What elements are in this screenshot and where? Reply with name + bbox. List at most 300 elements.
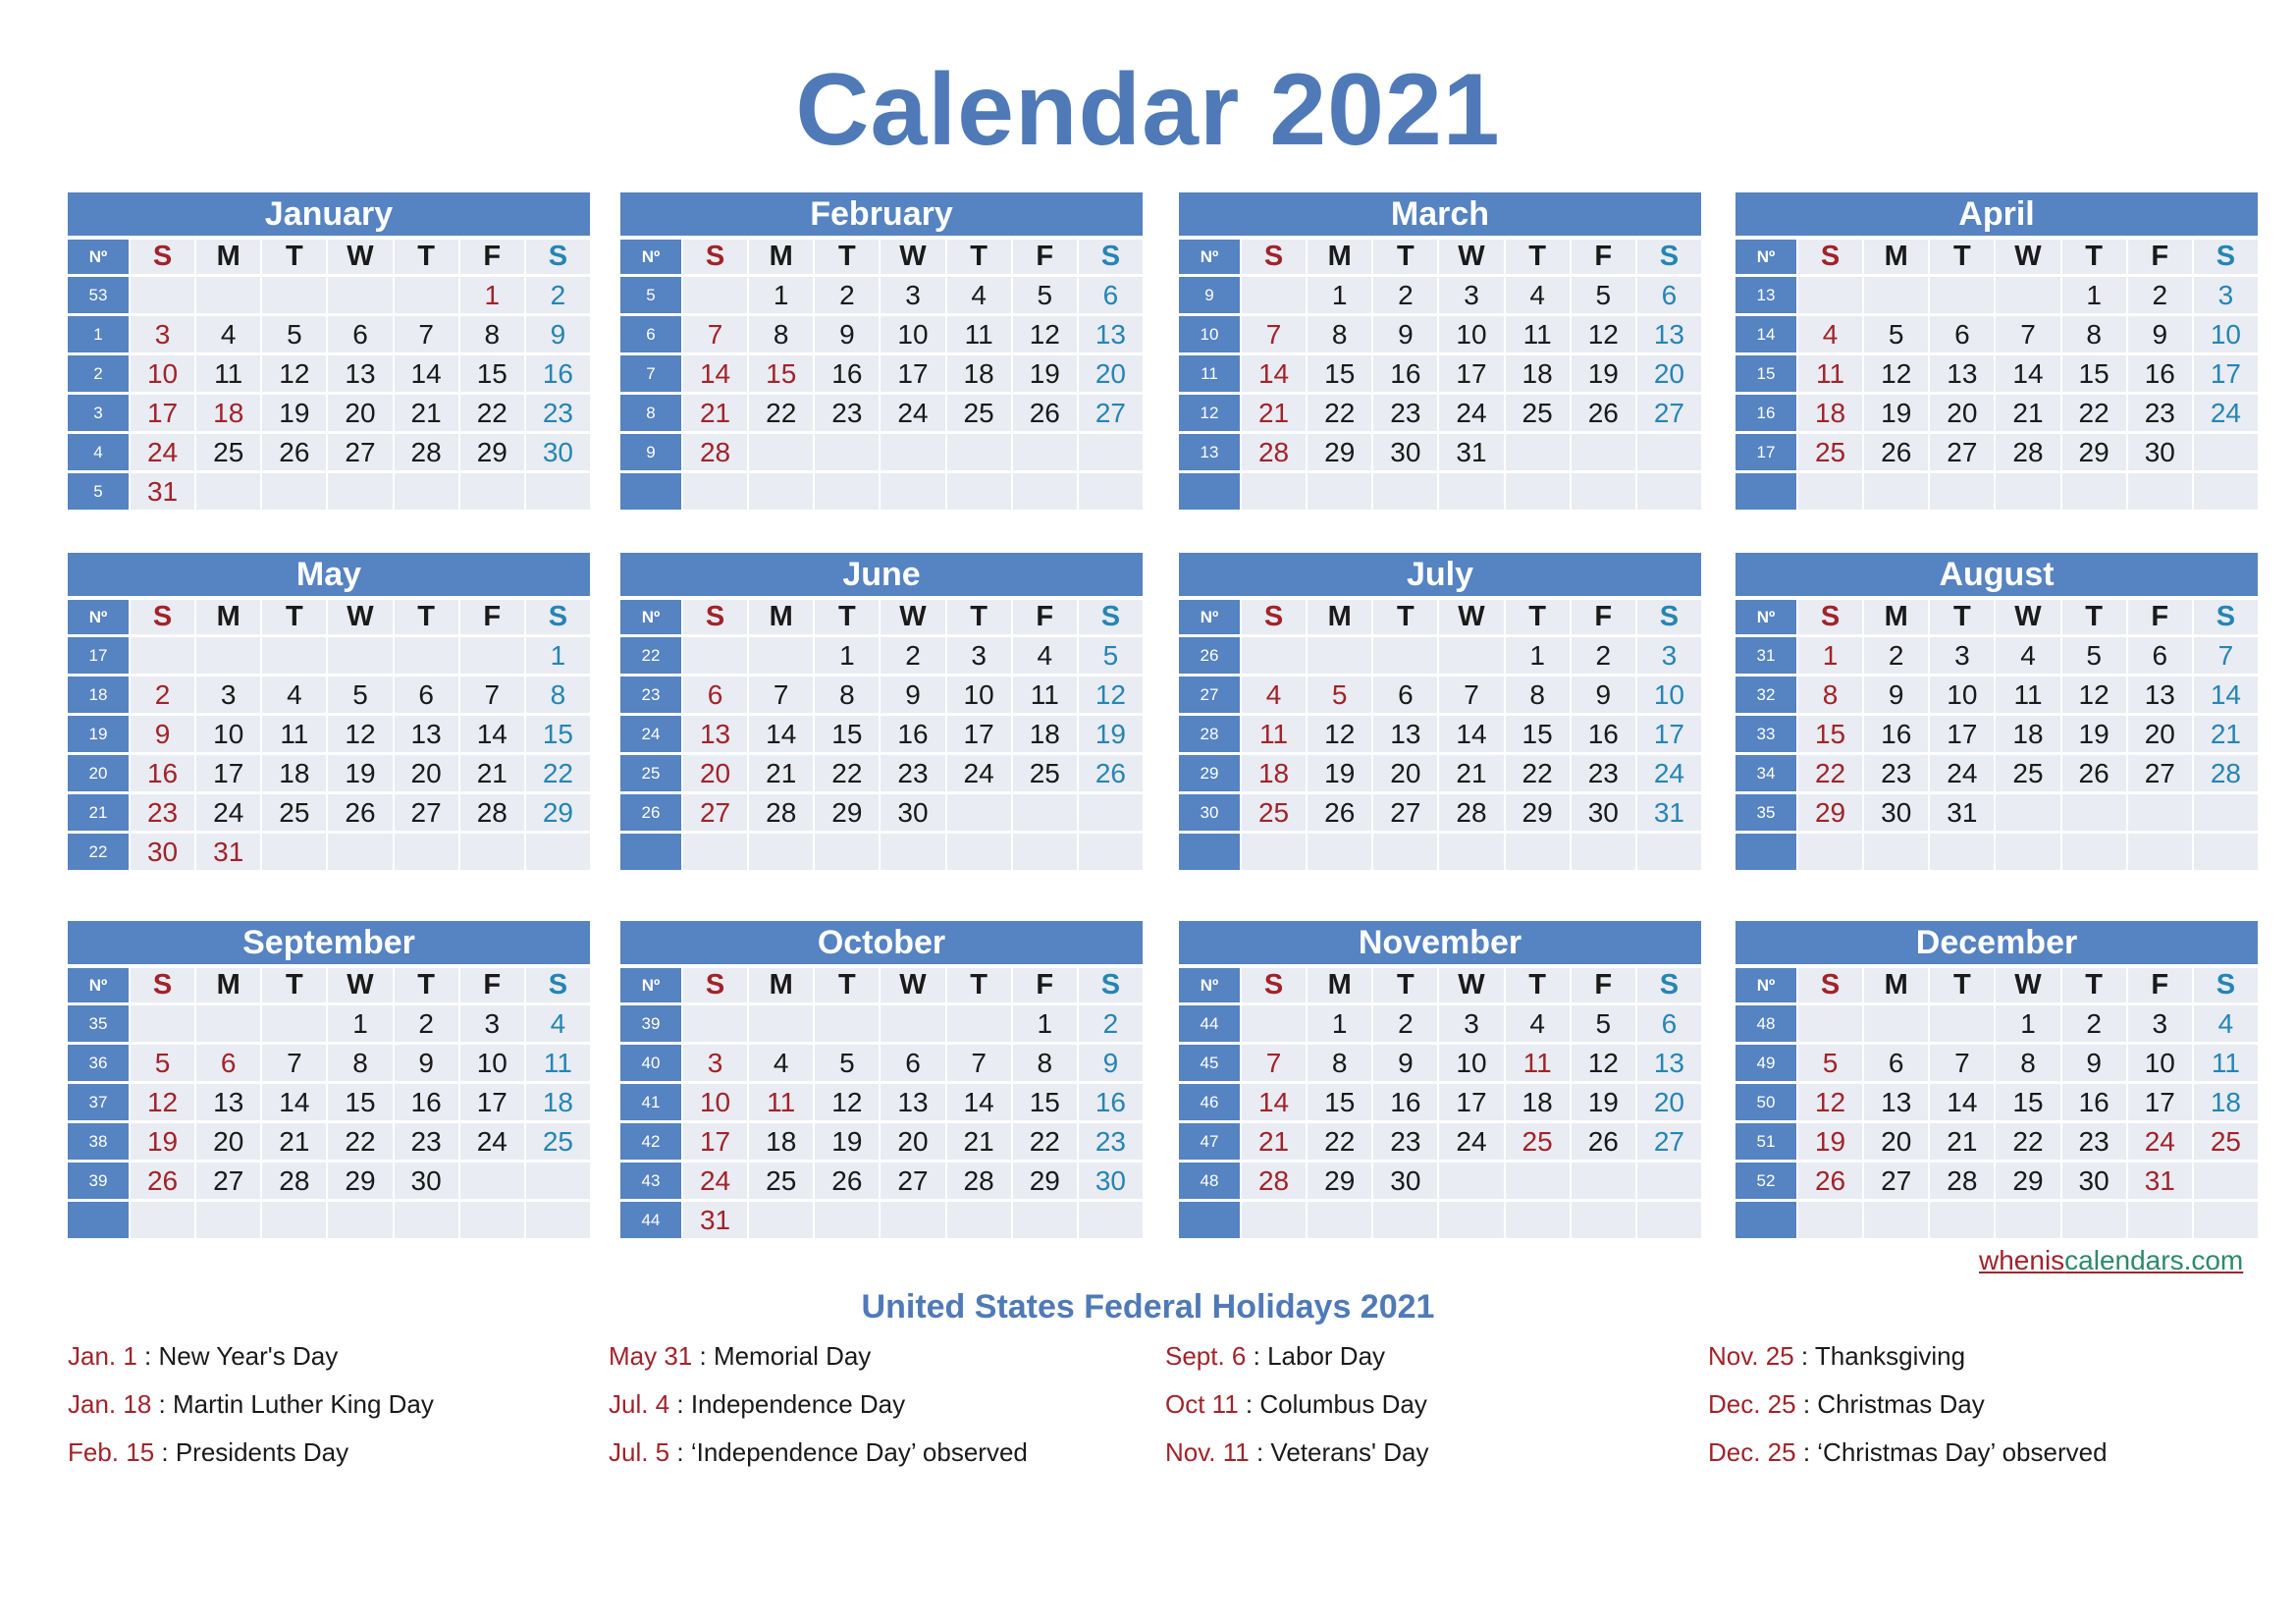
day-cell: 29: [815, 794, 879, 834]
weekday-header: T: [815, 240, 879, 277]
weekday-header: S: [1079, 240, 1143, 277]
day-cell: 28: [460, 794, 524, 834]
day-cell: 7: [749, 677, 813, 716]
day-cell: 15: [749, 355, 813, 395]
day-cell: 12: [1079, 677, 1143, 716]
weekday-header: T: [1930, 968, 1994, 1005]
month-name: September: [68, 921, 590, 968]
weekday-header: M: [196, 240, 260, 277]
week-number: 30: [1179, 794, 1240, 834]
day-cell: 18: [1506, 1084, 1570, 1123]
week-number: 28: [1179, 716, 1240, 755]
empty-day-cell: [1242, 473, 1306, 513]
day-cell: 12: [1864, 355, 1928, 395]
day-cell: 25: [1506, 395, 1570, 434]
day-cell: 23: [1079, 1123, 1143, 1163]
day-cell: 16: [815, 355, 879, 395]
day-cell: 17: [683, 1123, 747, 1163]
month-january: [68, 192, 590, 513]
holiday-date: Nov. 25: [1708, 1341, 1794, 1371]
day-cell: 29: [460, 434, 524, 473]
week-number-header: Nº: [1179, 240, 1240, 277]
holiday-date: Jul. 4: [609, 1389, 670, 1419]
day-cell: 10: [947, 677, 1011, 716]
empty-day-cell: [2128, 1202, 2192, 1241]
day-cell: 3: [881, 277, 944, 316]
day-cell: 26: [1079, 755, 1143, 794]
day-cell: 10: [1439, 316, 1503, 355]
week-number-header: Nº: [620, 240, 681, 277]
empty-day-cell: [815, 473, 879, 513]
day-cell: 13: [683, 716, 747, 755]
day-cell: 6: [196, 1045, 260, 1084]
day-cell: 1: [328, 1005, 392, 1045]
day-cell: 7: [947, 1045, 1011, 1084]
month-june: [620, 553, 1143, 873]
month-name: August: [1735, 553, 2258, 600]
week-number: 21: [68, 794, 129, 834]
day-cell: 15: [328, 1084, 392, 1123]
day-cell: 9: [881, 677, 944, 716]
holiday-date: Sept. 6: [1165, 1341, 1247, 1371]
holiday-column: [68, 1341, 434, 1486]
day-cell: 15: [1996, 1084, 2059, 1123]
empty-day-cell: [1013, 834, 1077, 873]
day-cell: 22: [460, 395, 524, 434]
weekday-header: F: [460, 968, 524, 1005]
day-cell: 26: [1864, 434, 1928, 473]
empty-day-cell: [881, 434, 944, 473]
day-cell: 6: [881, 1045, 944, 1084]
weekday-header: S: [1798, 600, 1862, 637]
day-cell: 18: [1242, 755, 1306, 794]
weekday-header: F: [2128, 600, 2192, 637]
weekday-header: T: [947, 968, 1011, 1005]
day-cell: 27: [1930, 434, 1994, 473]
day-cell: 9: [131, 716, 194, 755]
week-number: 45: [1179, 1045, 1240, 1084]
day-cell: 7: [1242, 316, 1306, 355]
week-number: 44: [620, 1202, 681, 1241]
day-cell: 14: [1930, 1084, 1994, 1123]
day-cell: 24: [1637, 755, 1701, 794]
day-cell: 27: [1637, 1123, 1701, 1163]
weekday-header: M: [749, 600, 813, 637]
day-cell: 6: [328, 316, 392, 355]
weekday-header: W: [1996, 968, 2059, 1005]
day-cell: 21: [1930, 1123, 1994, 1163]
week-number: 33: [1735, 716, 1796, 755]
day-cell: 7: [1242, 1045, 1306, 1084]
empty-day-cell: [749, 1005, 813, 1045]
day-cell: 23: [2062, 1123, 2126, 1163]
day-cell: 21: [749, 755, 813, 794]
empty-day-cell: [1439, 1202, 1503, 1241]
weekday-header: S: [1079, 600, 1143, 637]
empty-day-cell: [2062, 1202, 2126, 1241]
day-cell: 14: [262, 1084, 326, 1123]
empty-day-cell: [749, 834, 813, 873]
week-number-header: Nº: [68, 968, 129, 1005]
day-cell: 17: [460, 1084, 524, 1123]
day-cell: 28: [1930, 1163, 1994, 1202]
day-cell: 19: [1308, 755, 1371, 794]
day-cell: 13: [395, 716, 458, 755]
day-cell: 12: [2062, 677, 2126, 716]
day-cell: 28: [1242, 434, 1306, 473]
day-cell: 2: [1572, 637, 1635, 677]
weekday-header: T: [1506, 600, 1570, 637]
empty-day-cell: [1439, 637, 1503, 677]
weekday-header: S: [131, 240, 194, 277]
day-cell: 19: [262, 395, 326, 434]
holiday-date: Dec. 25: [1708, 1437, 1796, 1467]
empty-day-cell: [1013, 473, 1077, 513]
week-number: 26: [1179, 637, 1240, 677]
day-cell: 8: [1506, 677, 1570, 716]
day-cell: 24: [1930, 755, 1994, 794]
empty-day-cell: [328, 637, 392, 677]
empty-day-cell: [2194, 1163, 2258, 1202]
holiday-name: ‘Christmas Day’ observed: [1817, 1437, 2108, 1467]
day-cell: 24: [460, 1123, 524, 1163]
weekday-header: F: [1572, 968, 1635, 1005]
week-number-header: Nº: [1179, 968, 1240, 1005]
holiday-date: Dec. 25: [1708, 1389, 1796, 1419]
day-cell: 16: [1079, 1084, 1143, 1123]
day-cell: 13: [1637, 1045, 1701, 1084]
weekday-header: T: [947, 240, 1011, 277]
empty-day-cell: [131, 1005, 194, 1045]
day-cell: 20: [1637, 355, 1701, 395]
day-cell: 5: [262, 316, 326, 355]
empty-day-cell: [1013, 434, 1077, 473]
day-cell: 12: [262, 355, 326, 395]
day-cell: 14: [683, 355, 747, 395]
day-cell: 8: [1996, 1045, 2059, 1084]
empty-day-cell: [683, 834, 747, 873]
website-link-part2[interactable]: calendars.com: [2064, 1245, 2244, 1275]
holiday-item: Feb. 15 : Presidents Day: [68, 1437, 349, 1467]
weekday-header: T: [1373, 240, 1437, 277]
day-cell: 26: [1798, 1163, 1862, 1202]
month-name: February: [620, 192, 1143, 240]
day-cell: 8: [749, 316, 813, 355]
day-cell: 17: [1930, 716, 1994, 755]
day-cell: 20: [395, 755, 458, 794]
empty-day-cell: [131, 277, 194, 316]
weekday-header: F: [2128, 968, 2192, 1005]
weekday-header: M: [1864, 968, 1928, 1005]
empty-day-cell: [196, 277, 260, 316]
website-link-part1[interactable]: whenis: [1979, 1245, 2065, 1275]
empty-day-cell: [683, 1005, 747, 1045]
empty-day-cell: [815, 1005, 879, 1045]
day-cell: 2: [395, 1005, 458, 1045]
day-cell: 30: [526, 434, 590, 473]
day-cell: 15: [1308, 355, 1371, 395]
weekday-header: S: [1242, 968, 1306, 1005]
day-cell: 26: [1572, 395, 1635, 434]
weekday-header: W: [328, 600, 392, 637]
day-cell: 30: [395, 1163, 458, 1202]
day-cell: 7: [1996, 316, 2059, 355]
empty-day-cell: [881, 1202, 944, 1241]
day-cell: 3: [683, 1045, 747, 1084]
day-cell: 4: [749, 1045, 813, 1084]
weekday-header: F: [1013, 240, 1077, 277]
week-number: 4: [68, 434, 129, 473]
empty-day-cell: [1506, 434, 1570, 473]
day-cell: 1: [1506, 637, 1570, 677]
empty-day-cell: [262, 1005, 326, 1045]
day-cell: 13: [1079, 316, 1143, 355]
day-cell: 3: [1930, 637, 1994, 677]
empty-day-cell: [262, 1202, 326, 1241]
month-name: July: [1179, 553, 1701, 600]
weekday-header: W: [881, 968, 944, 1005]
day-cell: 25: [947, 395, 1011, 434]
day-cell: 8: [526, 677, 590, 716]
day-cell: 2: [2128, 277, 2192, 316]
day-cell: 11: [1996, 677, 2059, 716]
day-cell: 15: [460, 355, 524, 395]
day-cell: 15: [1308, 1084, 1371, 1123]
empty-day-cell: [947, 434, 1011, 473]
day-cell: 27: [1373, 794, 1437, 834]
holiday-item: Nov. 11 : Veterans' Day: [1165, 1437, 1429, 1467]
day-cell: 9: [1079, 1045, 1143, 1084]
weekday-header: S: [526, 600, 590, 637]
weekday-header: T: [815, 968, 879, 1005]
day-cell: 9: [2062, 1045, 2126, 1084]
week-number: 53: [68, 277, 129, 316]
empty-day-cell: [1308, 1202, 1371, 1241]
day-cell: 26: [1013, 395, 1077, 434]
day-cell: 31: [2128, 1163, 2192, 1202]
day-cell: 29: [1013, 1163, 1077, 1202]
week-number: 17: [1735, 434, 1796, 473]
day-cell: 2: [1864, 637, 1928, 677]
empty-day-cell: [683, 473, 747, 513]
day-cell: 5: [1079, 637, 1143, 677]
empty-day-cell: [460, 1163, 524, 1202]
day-cell: 18: [1996, 716, 2059, 755]
day-cell: 16: [2062, 1084, 2126, 1123]
day-cell: 22: [749, 395, 813, 434]
holiday-column: [1708, 1341, 2108, 1486]
empty-day-cell: [1637, 473, 1701, 513]
week-number: [1179, 834, 1240, 873]
day-cell: 21: [1242, 395, 1306, 434]
empty-day-cell: [1930, 277, 1994, 316]
empty-day-cell: [1439, 473, 1503, 513]
day-cell: 28: [1242, 1163, 1306, 1202]
weekday-header: M: [196, 600, 260, 637]
week-number: 18: [68, 677, 129, 716]
day-cell: 29: [1996, 1163, 2059, 1202]
day-cell: 4: [1996, 637, 2059, 677]
week-number: [620, 473, 681, 513]
day-cell: 3: [1637, 637, 1701, 677]
day-cell: 19: [131, 1123, 194, 1163]
week-number: 22: [620, 637, 681, 677]
weekday-header: M: [749, 968, 813, 1005]
day-cell: 3: [1439, 1005, 1503, 1045]
day-cell: 8: [1308, 1045, 1371, 1084]
weekday-header: W: [1439, 600, 1503, 637]
empty-day-cell: [328, 473, 392, 513]
day-cell: 22: [815, 755, 879, 794]
day-cell: 30: [1864, 794, 1928, 834]
empty-day-cell: [1242, 1202, 1306, 1241]
day-cell: 23: [881, 755, 944, 794]
day-cell: 25: [2194, 1123, 2258, 1163]
day-cell: 8: [1013, 1045, 1077, 1084]
month-august: [1735, 553, 2258, 873]
weekday-header: W: [1996, 240, 2059, 277]
empty-day-cell: [2062, 473, 2126, 513]
day-cell: 12: [328, 716, 392, 755]
day-cell: 11: [2194, 1045, 2258, 1084]
day-cell: 20: [881, 1123, 944, 1163]
day-cell: 4: [1242, 677, 1306, 716]
day-cell: 8: [460, 316, 524, 355]
weekday-header: M: [749, 240, 813, 277]
day-cell: 17: [2194, 355, 2258, 395]
day-cell: 20: [1373, 755, 1437, 794]
day-cell: 11: [1798, 355, 1862, 395]
day-cell: 5: [1013, 277, 1077, 316]
empty-day-cell: [460, 637, 524, 677]
day-cell: 10: [1930, 677, 1994, 716]
day-cell: 9: [1572, 677, 1635, 716]
day-cell: 10: [683, 1084, 747, 1123]
day-cell: 21: [460, 755, 524, 794]
holiday-name: New Year's Day: [158, 1341, 339, 1371]
weekday-header: W: [328, 968, 392, 1005]
week-number-header: Nº: [1179, 600, 1240, 637]
week-number: 35: [1735, 794, 1796, 834]
day-cell: 18: [1506, 355, 1570, 395]
day-cell: 8: [1798, 677, 1862, 716]
day-cell: 21: [947, 1123, 1011, 1163]
week-number: 15: [1735, 355, 1796, 395]
weekday-header: S: [1637, 600, 1701, 637]
day-cell: 8: [328, 1045, 392, 1084]
website-link[interactable]: [1979, 1245, 2243, 1276]
week-number-header: Nº: [1735, 968, 1796, 1005]
day-cell: 10: [2194, 316, 2258, 355]
holiday-date: Nov. 11: [1165, 1437, 1250, 1467]
empty-day-cell: [196, 473, 260, 513]
day-cell: 20: [683, 755, 747, 794]
empty-day-cell: [395, 473, 458, 513]
day-cell: 27: [328, 434, 392, 473]
week-number-header: Nº: [620, 600, 681, 637]
holiday-item: Jan. 1 : New Year's Day: [68, 1341, 339, 1371]
empty-day-cell: [1864, 473, 1928, 513]
weekday-header: F: [460, 600, 524, 637]
day-cell: 12: [1013, 316, 1077, 355]
day-cell: 30: [1572, 794, 1635, 834]
day-cell: 13: [1930, 355, 1994, 395]
week-number: 38: [68, 1123, 129, 1163]
week-number: [620, 834, 681, 873]
day-cell: 29: [2062, 434, 2126, 473]
week-number: 20: [68, 755, 129, 794]
day-cell: 28: [2194, 755, 2258, 794]
empty-day-cell: [1996, 1202, 2059, 1241]
day-cell: 14: [1242, 1084, 1306, 1123]
holiday-item: May 31 : Memorial Day: [609, 1341, 872, 1371]
empty-day-cell: [526, 834, 590, 873]
month-name: October: [620, 921, 1143, 968]
day-cell: 5: [1864, 316, 1928, 355]
week-number-header: Nº: [1735, 600, 1796, 637]
day-cell: 30: [2128, 434, 2192, 473]
day-cell: 5: [328, 677, 392, 716]
day-cell: 1: [1308, 1005, 1371, 1045]
weekday-header: T: [2062, 968, 2126, 1005]
day-cell: 27: [881, 1163, 944, 1202]
holiday-date: Jan. 1: [68, 1341, 137, 1371]
day-cell: 20: [328, 395, 392, 434]
day-cell: 23: [526, 395, 590, 434]
day-cell: 15: [1506, 716, 1570, 755]
month-february: [620, 192, 1143, 513]
day-cell: 4: [947, 277, 1011, 316]
day-cell: 24: [1439, 1123, 1503, 1163]
day-cell: 11: [1242, 716, 1306, 755]
day-cell: 20: [1930, 395, 1994, 434]
day-cell: 12: [1572, 1045, 1635, 1084]
day-cell: 21: [683, 395, 747, 434]
week-number: 34: [1735, 755, 1796, 794]
day-cell: 17: [881, 355, 944, 395]
weekday-header: T: [1373, 968, 1437, 1005]
week-number: 42: [620, 1123, 681, 1163]
empty-day-cell: [1930, 473, 1994, 513]
empty-day-cell: [2128, 473, 2192, 513]
day-cell: 29: [328, 1163, 392, 1202]
day-cell: 31: [196, 834, 260, 873]
day-cell: 24: [131, 434, 194, 473]
holiday-date: May 31: [609, 1341, 693, 1371]
weekday-header: F: [1013, 968, 1077, 1005]
day-cell: 23: [1864, 755, 1928, 794]
day-cell: 19: [1572, 355, 1635, 395]
day-cell: 5: [815, 1045, 879, 1084]
week-number: 8: [620, 395, 681, 434]
day-cell: 12: [131, 1084, 194, 1123]
empty-day-cell: [1242, 1005, 1306, 1045]
day-cell: 27: [1079, 395, 1143, 434]
day-cell: 19: [815, 1123, 879, 1163]
empty-day-cell: [328, 834, 392, 873]
holiday-name: Labor Day: [1267, 1341, 1386, 1371]
week-number: 40: [620, 1045, 681, 1084]
day-cell: 8: [2062, 316, 2126, 355]
day-cell: 24: [2194, 395, 2258, 434]
day-cell: 2: [131, 677, 194, 716]
day-cell: 6: [2128, 637, 2192, 677]
day-cell: 26: [1572, 1123, 1635, 1163]
week-number: 10: [1179, 316, 1240, 355]
day-cell: 18: [196, 395, 260, 434]
week-number: 48: [1735, 1005, 1796, 1045]
day-cell: 31: [1439, 434, 1503, 473]
